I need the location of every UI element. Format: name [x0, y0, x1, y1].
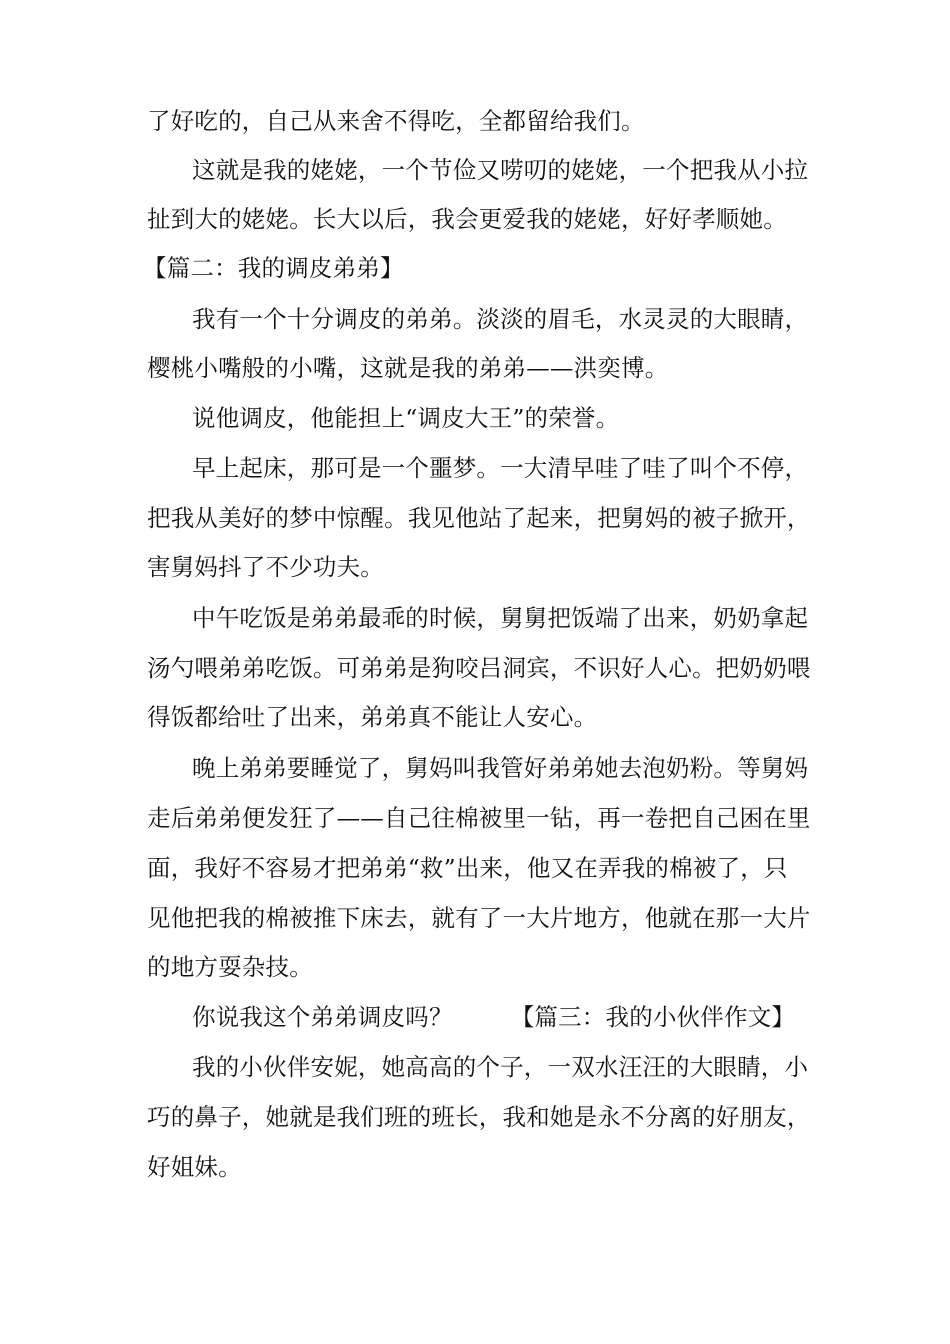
text-line-19: 我的小伙伴安妮，她高高的个子，一双水汪汪的大眼睛，小 — [192, 1053, 809, 1081]
text-line-6: 说他调皮，他能担上“调皮大王”的荣誉。 — [192, 404, 620, 432]
text-line-12: 得饭都给吐了出来，弟弟真不能让人安心。 — [147, 703, 598, 731]
closing-question: 你说我这个弟弟调皮吗？ — [192, 1003, 453, 1031]
text-line-21: 好姐妹。 — [147, 1153, 242, 1181]
text-line-10: 中午吃饭是弟弟最乖的时候，舅舅把饭端了出来，奶奶拿起 — [192, 604, 809, 632]
text-line-1: 了好吃的，自己从来舍不得吃，全都留给我们。 — [147, 107, 645, 135]
text-line-2: 这就是我的姥姥，一个节俭又唠叨的姥姥，一个把我从小拉 — [192, 156, 809, 184]
text-line-16: 见他把我的棉被推下床去，就有了一大片地方，他就在那一大片 — [147, 904, 811, 932]
text-line-3: 扯到大的姥姥。长大以后，我会更爱我的姥姥，好好孝顺她。 — [147, 205, 787, 233]
text-line-7: 早上起床，那可是一个噩梦。一大清早哇了哇了叫个不停， — [192, 454, 809, 482]
text-line-5: 樱桃小嘴般的小嘴，这就是我的弟弟——洪奕博。 — [147, 354, 669, 382]
text-line-18 — [192, 1002, 795, 1032]
text-line-17: 的地方耍杂技。 — [147, 953, 313, 981]
text-line-20: 巧的鼻子，她就是我们班的班长，我和她是永不分离的好朋友， — [147, 1103, 811, 1131]
text-line-15: 面，我好不容易才把弟弟“救”出来，他又在弄我的棉被了，只 — [147, 854, 788, 882]
text-line-9: 害舅妈抖了不少功夫。 — [147, 553, 384, 581]
text-line-4: 我有一个十分调皮的弟弟。淡淡的眉毛，水灵灵的大眼睛， — [192, 305, 809, 333]
text-line-11: 汤勺喂弟弟吃饭。可弟弟是狗咬吕洞宾，不识好人心。把奶奶喂 — [147, 654, 811, 682]
section-heading-2: 【篇二：我的调皮弟弟】 — [143, 254, 404, 282]
text-line-13: 晚上弟弟要睡觉了，舅妈叫我管好弟弟她去泡奶粉。等舅妈 — [192, 754, 809, 782]
text-line-14: 走后弟弟便发狂了——自己往棉被里一钻，再一卷把自己困在里 — [147, 804, 811, 832]
text-line-8: 把我从美好的梦中惊醒。我见他站了起来，把舅妈的被子掀开， — [147, 504, 811, 532]
section-heading-3: 【篇三：我的小伙伴作文】 — [510, 1003, 796, 1031]
